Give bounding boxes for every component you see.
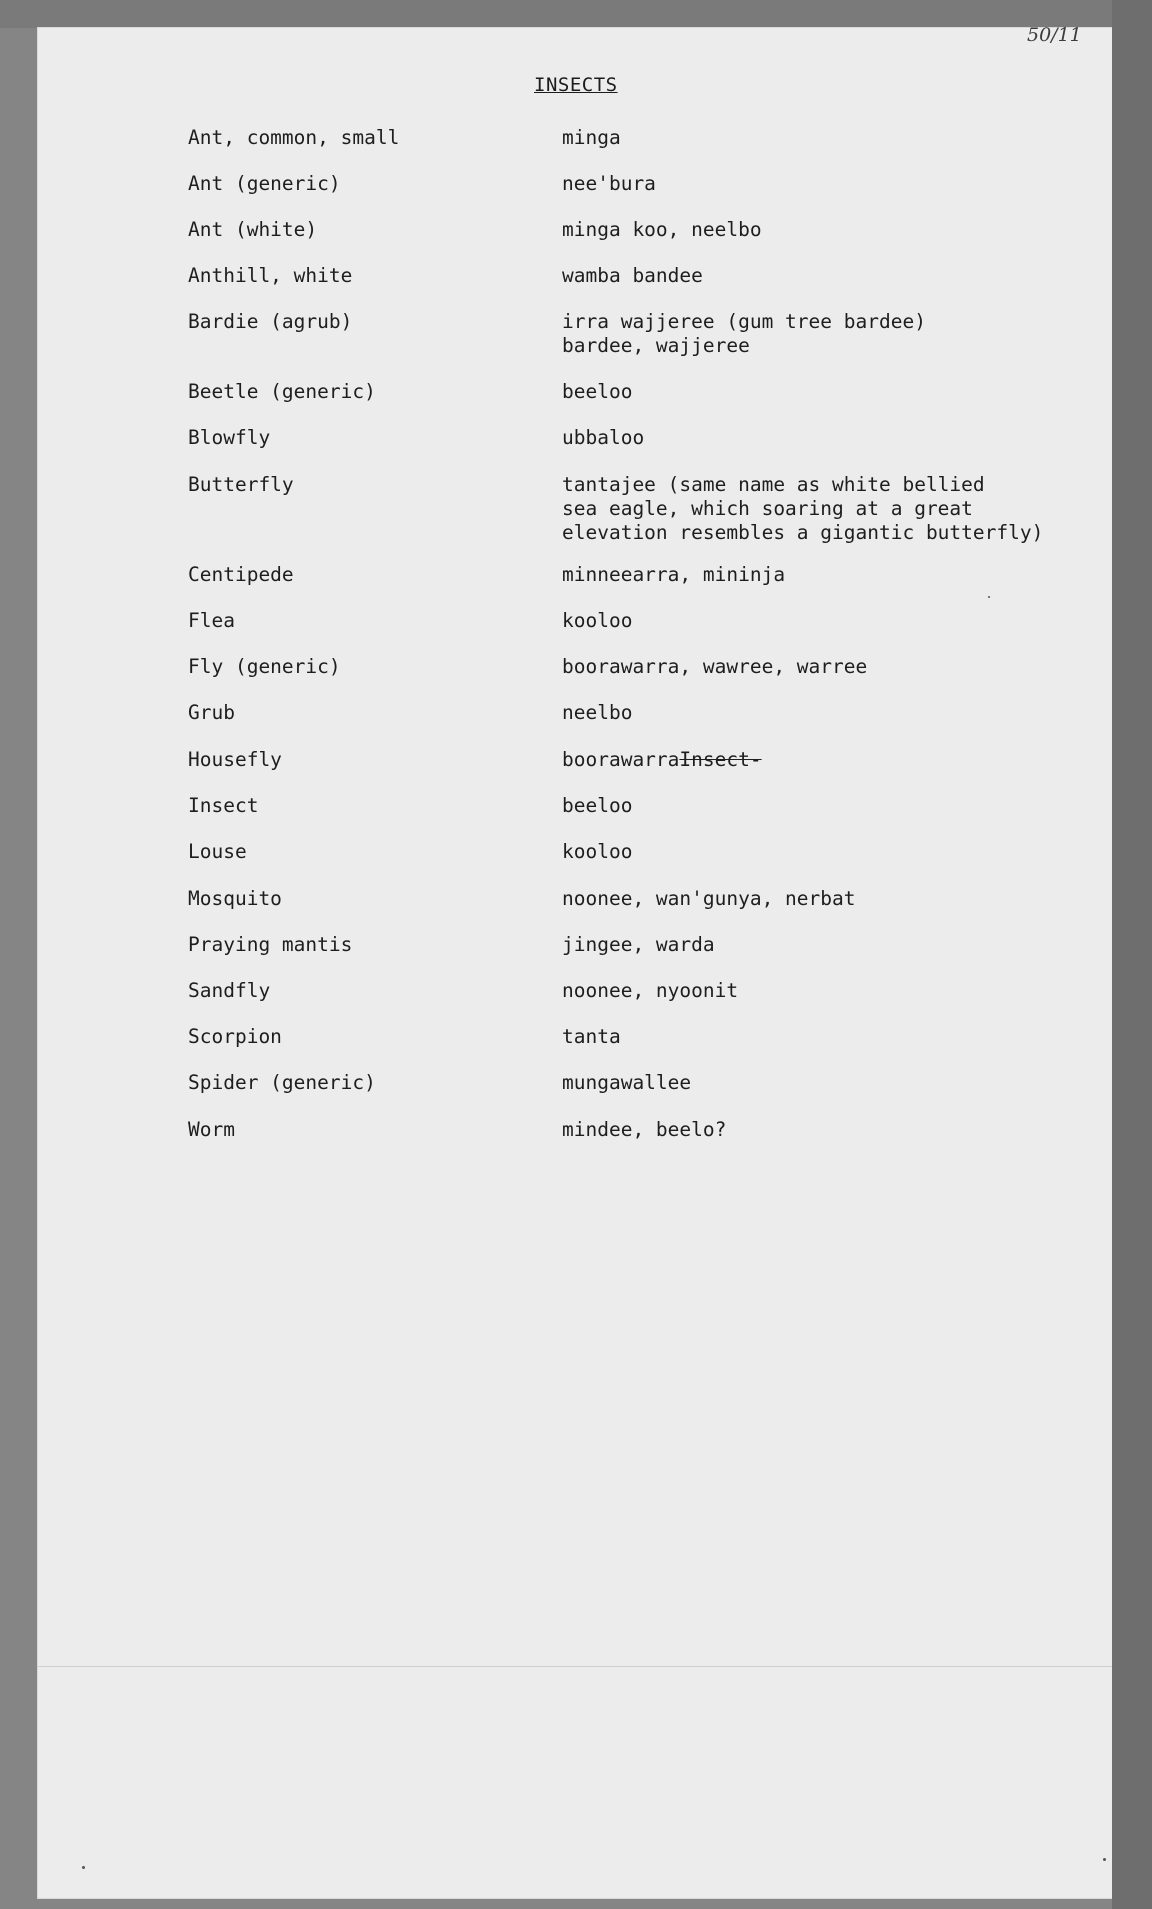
gloss-line: minneearra, mininja <box>562 563 786 586</box>
gloss-line: mungawallee <box>562 1071 692 1094</box>
gloss-line: elevation resembles a gigantic butterfly) <box>562 521 1044 544</box>
gloss-line: boorawarraInsect- <box>562 748 762 771</box>
entry-term: Scorpion <box>188 1025 282 1048</box>
entry-gloss <box>562 840 632 864</box>
gloss-line: mindee, beelo? <box>562 1118 727 1141</box>
scan-speck <box>1103 1858 1106 1861</box>
entry-term: Praying mantis <box>188 933 353 956</box>
gloss-line: tantajee (same name as white bellied <box>562 473 985 496</box>
folio-number: 50/11 <box>1027 24 1082 46</box>
entry-gloss <box>562 979 738 1003</box>
entry-gloss <box>562 655 867 679</box>
entry-term: Housefly <box>188 748 282 771</box>
entry-gloss <box>562 264 703 288</box>
gloss-line: minga <box>562 126 621 149</box>
gloss-line: neelbo <box>562 701 633 724</box>
struck-out-text: Insect- <box>679 748 762 771</box>
entry-gloss <box>562 380 632 404</box>
scanner-top-border <box>0 0 1152 28</box>
entry-gloss <box>562 218 762 242</box>
entry-gloss <box>562 1025 621 1049</box>
entry-term: Centipede <box>188 563 294 586</box>
entry-term: Anthill, white <box>188 264 353 287</box>
gloss-line: jingee, warda <box>562 933 715 956</box>
gloss-line: sea eagle, which soaring at a great <box>562 497 973 520</box>
entry-term: Worm <box>188 1118 235 1141</box>
entry-term: Beetle (generic) <box>188 380 376 403</box>
entry-gloss <box>562 609 632 633</box>
gloss-line: kooloo <box>562 609 633 632</box>
entry-gloss <box>562 701 632 725</box>
gloss-line: tanta <box>562 1025 621 1048</box>
entry-term: Louse <box>188 840 247 863</box>
entry-gloss <box>562 933 715 957</box>
entry-term: Ant (generic) <box>188 172 341 195</box>
entry-gloss <box>562 172 656 196</box>
gloss-line: bardee, wajjeree <box>562 334 750 357</box>
page-title: INSECTS <box>534 74 618 96</box>
gloss-line: wamba bandee <box>562 264 703 287</box>
entry-gloss <box>562 1118 726 1142</box>
entry-term: Sandfly <box>188 979 271 1002</box>
gloss-line: noonee, nyoonit <box>562 979 739 1002</box>
entry-gloss <box>562 473 1043 545</box>
entry-gloss <box>562 1071 691 1095</box>
entry-term: Grub <box>188 701 235 724</box>
gloss-line: ubbaloo <box>562 426 645 449</box>
gloss-line: noonee, wan'gunya, nerbat <box>562 887 856 910</box>
scanner-right-border <box>1112 0 1152 1909</box>
paper-sheet <box>38 28 1112 1898</box>
entry-term: Insect <box>188 794 259 817</box>
gloss-line: nee'bura <box>562 172 656 195</box>
entry-term: Flea <box>188 609 235 632</box>
gloss-line: beeloo <box>562 794 633 817</box>
entry-term: Spider (generic) <box>188 1071 376 1094</box>
entry-gloss <box>562 748 762 772</box>
scan-speck <box>82 1866 85 1869</box>
entry-term: Fly (generic) <box>188 655 341 678</box>
entry-gloss <box>562 563 785 587</box>
entry-gloss <box>562 310 926 358</box>
gloss-line: irra wajjeree (gum tree bardee) <box>562 310 926 333</box>
gloss-line: boorawarra, wawree, warree <box>562 655 868 678</box>
entry-term: Blowfly <box>188 426 271 449</box>
paper-fold-line <box>38 1666 1112 1667</box>
entry-term: Butterfly <box>188 473 294 496</box>
entry-gloss <box>562 887 856 911</box>
entry-term: Mosquito <box>188 887 282 910</box>
entry-term: Bardie (agrub) <box>188 310 353 333</box>
entry-term: Ant (white) <box>188 218 318 241</box>
gloss-line: beeloo <box>562 380 633 403</box>
entry-gloss <box>562 794 632 818</box>
entry-gloss <box>562 126 621 150</box>
entry-gloss <box>562 426 644 450</box>
entry-term: Ant, common, small <box>188 126 400 149</box>
gloss-line: minga koo, neelbo <box>562 218 762 241</box>
scan-speck <box>988 596 990 598</box>
gloss-line: kooloo <box>562 840 633 863</box>
